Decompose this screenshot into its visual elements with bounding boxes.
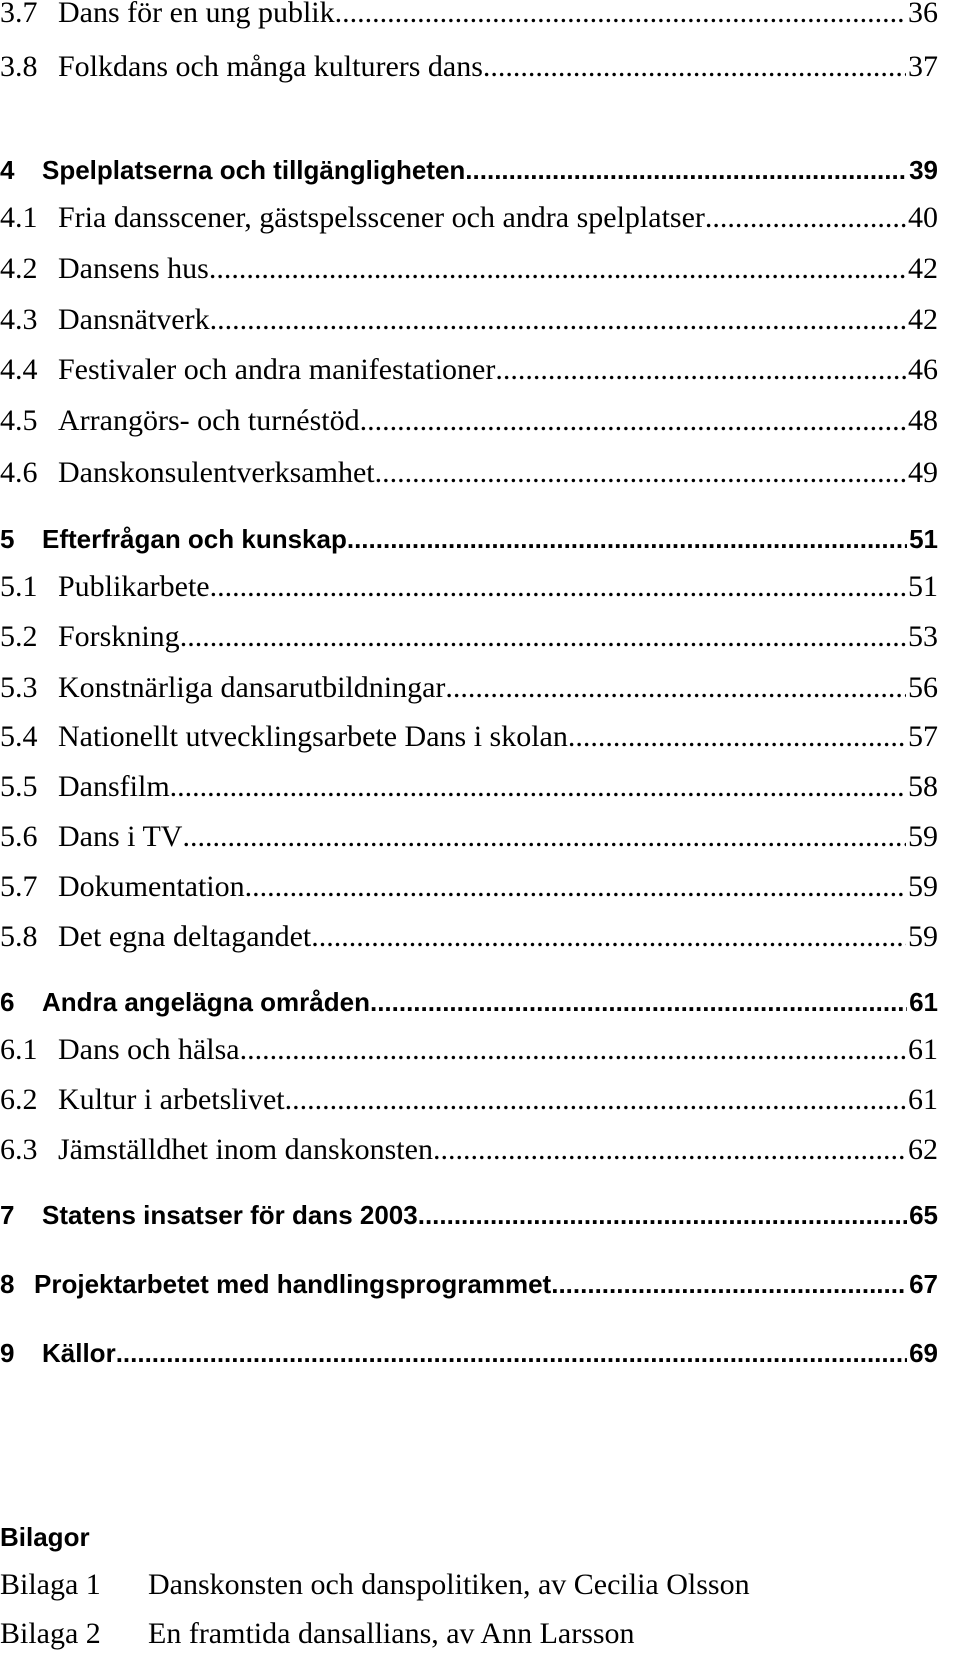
toc-entry-title: Fria dansscener, gästspelsscener och andra spelplatser [58, 201, 705, 234]
toc-entry-title: Festivaler och andra manifestationer [58, 353, 496, 386]
toc-entry [0, 870, 938, 904]
toc-entry-number: 4.5 [0, 404, 38, 437]
toc-dot-leader [347, 524, 907, 555]
toc-dot-leader [209, 252, 906, 286]
toc-dot-leader [465, 155, 907, 186]
toc-entry-page: 39 [909, 155, 938, 185]
toc-entry [0, 920, 938, 954]
toc-entry-page: 37 [908, 50, 938, 83]
toc-dot-leader [240, 1033, 906, 1067]
toc-entry-page: 36 [908, 0, 938, 29]
toc-entry-title: Dokumentation [58, 870, 245, 903]
toc-dot-leader [116, 1338, 907, 1369]
toc-entry-number: 9 [0, 1338, 15, 1368]
toc-entry-page: 53 [908, 620, 938, 653]
toc-entry-page: 40 [908, 201, 938, 234]
toc-entry-number: 3.7 [0, 0, 38, 29]
toc-entry [0, 1083, 938, 1117]
toc-entry-title: Dansens hus [58, 252, 209, 285]
appendix-label: Bilaga 2 [0, 1617, 101, 1650]
toc-entry-title: Kultur i arbetslivet [58, 1083, 285, 1116]
appendix-label: Bilaga 1 [0, 1568, 101, 1601]
toc-entry [0, 671, 938, 705]
appendix-text: Danskonsten och danspolitiken, av Cecilia Olsson [148, 1568, 750, 1601]
toc-entry-page: 48 [908, 404, 938, 437]
toc-entry-page: 59 [908, 820, 938, 853]
toc-entry-page: 57 [908, 720, 938, 753]
toc-dot-leader [210, 303, 906, 337]
toc-entry [0, 1133, 938, 1167]
toc-entry-number: 5.7 [0, 870, 38, 903]
appendix-item [0, 1617, 635, 1651]
toc-entry [0, 770, 938, 804]
toc-dot-leader [285, 1083, 906, 1117]
toc-entry-number: 4.2 [0, 252, 38, 285]
toc-entry-number: 4 [0, 155, 15, 185]
toc-entry-number: 3.8 [0, 50, 38, 83]
toc-entry-number: 6.2 [0, 1083, 38, 1116]
toc-entry [0, 0, 938, 30]
toc-entry [0, 252, 938, 286]
toc-entry-title: Efterfrågan och kunskap [42, 524, 347, 554]
toc-entry-number: 6.1 [0, 1033, 38, 1066]
toc-dot-leader [182, 820, 906, 854]
toc-dot-leader [495, 353, 906, 387]
toc-entry-number: 5.4 [0, 720, 38, 753]
toc-entry-title: Konstnärliga dansarutbildningar [58, 671, 446, 704]
toc-entry [0, 820, 938, 854]
toc-entry [0, 201, 938, 235]
toc-entry-title: Det egna deltagandet [58, 920, 312, 953]
toc-entry-page: 42 [908, 303, 938, 336]
toc-entry-page: 49 [908, 456, 938, 489]
toc-chapter-entry [0, 1200, 938, 1231]
toc-entry-title: Forskning [58, 620, 180, 653]
toc-dot-leader [180, 620, 906, 654]
toc-entry-page: 51 [908, 570, 938, 603]
toc-entry-page: 51 [909, 524, 938, 554]
toc-dot-leader [170, 770, 906, 804]
appendix-item [0, 1568, 750, 1602]
toc-entry-title: Dans och hälsa [58, 1033, 240, 1066]
toc-entry-title: Projektarbetet med handlingsprogrammet [34, 1269, 552, 1299]
toc-entry-title: Arrangörs- och turnéstöd [58, 404, 360, 437]
toc-dot-leader [418, 1200, 907, 1231]
toc-entry-number: 7 [0, 1200, 15, 1230]
toc-entry-title: Dans för en ung publik [58, 0, 335, 29]
toc-entry-page: 42 [908, 252, 938, 285]
toc-entry-number: 4.3 [0, 303, 38, 336]
toc-dot-leader [551, 1269, 907, 1300]
toc-entry-page: 59 [908, 920, 938, 953]
toc-entry [0, 570, 938, 604]
toc-entry-page: 67 [909, 1269, 938, 1299]
toc-entry-number: 5.8 [0, 920, 38, 953]
toc-entry-title: Spelplatserna och tillgängligheten [42, 155, 466, 185]
toc-entry-title: Folkdans och många kulturers dans [58, 50, 483, 83]
toc-entry-page: 61 [909, 987, 938, 1017]
toc-entry-number: 5 [0, 524, 15, 554]
toc-entry-number: 6.3 [0, 1133, 38, 1166]
toc-entry-number: 8 [0, 1269, 15, 1299]
toc-dot-leader [245, 870, 906, 904]
toc-chapter-entry [0, 1269, 938, 1300]
toc-entry-page: 59 [908, 870, 938, 903]
toc-dot-leader [375, 456, 906, 490]
toc-entry-number: 4.4 [0, 353, 38, 386]
toc-entry-page: 46 [908, 353, 938, 386]
appendices-heading: Bilagor [0, 1522, 90, 1552]
toc-dot-leader [433, 1133, 906, 1167]
toc-entry-title: Dansfilm [58, 770, 170, 803]
toc-entry-page: 62 [908, 1133, 938, 1166]
toc-dot-leader [335, 0, 906, 30]
toc-entry-number: 4.6 [0, 456, 38, 489]
toc-chapter-entry [0, 155, 938, 186]
toc-chapter-entry [0, 987, 938, 1018]
toc-dot-leader [360, 404, 906, 438]
toc-entry-title: Andra angelägna områden [42, 987, 370, 1017]
toc-entry-page: 58 [908, 770, 938, 803]
toc-dot-leader [210, 570, 906, 604]
toc-entry [0, 353, 938, 387]
toc-entry-number: 4.1 [0, 201, 38, 234]
toc-entry-number: 6 [0, 987, 15, 1017]
toc-entry-page: 69 [909, 1338, 938, 1368]
toc-entry [0, 404, 938, 438]
toc-dot-leader [445, 671, 906, 705]
toc-entry-title: Dansnätverk [58, 303, 210, 336]
toc-entry-title: Danskonsulentverksamhet [58, 456, 375, 489]
toc-entry-title: Källor [42, 1338, 116, 1368]
toc-chapter-entry [0, 1338, 938, 1369]
toc-entry-title: Statens insatser för dans 2003 [42, 1200, 418, 1230]
toc-entry-title: Jämställdhet inom danskonsten [58, 1133, 433, 1166]
toc-entry-page: 61 [908, 1083, 938, 1116]
toc-entry-title: Nationellt utvecklingsarbete Dans i skolan [58, 720, 568, 753]
toc-entry-number: 5.2 [0, 620, 38, 653]
toc-entry-page: 65 [909, 1200, 938, 1230]
toc-dot-leader [705, 201, 906, 235]
toc-dot-leader [370, 987, 907, 1018]
toc-entry-number: 5.6 [0, 820, 38, 853]
toc-entry-page: 61 [908, 1033, 938, 1066]
toc-entry [0, 456, 938, 490]
toc-entry-page: 56 [908, 671, 938, 704]
toc-entry-number: 5.1 [0, 570, 38, 603]
toc-entry [0, 720, 938, 754]
toc-entry [0, 620, 938, 654]
toc-entry [0, 50, 938, 84]
toc-dot-leader [311, 920, 906, 954]
toc-entry-number: 5.5 [0, 770, 38, 803]
toc-entry-title: Publikarbete [58, 570, 210, 603]
toc-chapter-entry [0, 524, 938, 555]
toc-entry-title: Dans i TV [58, 820, 183, 853]
toc-entry [0, 303, 938, 337]
toc-entry [0, 1033, 938, 1067]
toc-dot-leader [568, 720, 906, 754]
toc-dot-leader [483, 50, 906, 84]
appendix-text: En framtida dansallians, av Ann Larsson [148, 1617, 635, 1650]
toc-entry-number: 5.3 [0, 671, 38, 704]
